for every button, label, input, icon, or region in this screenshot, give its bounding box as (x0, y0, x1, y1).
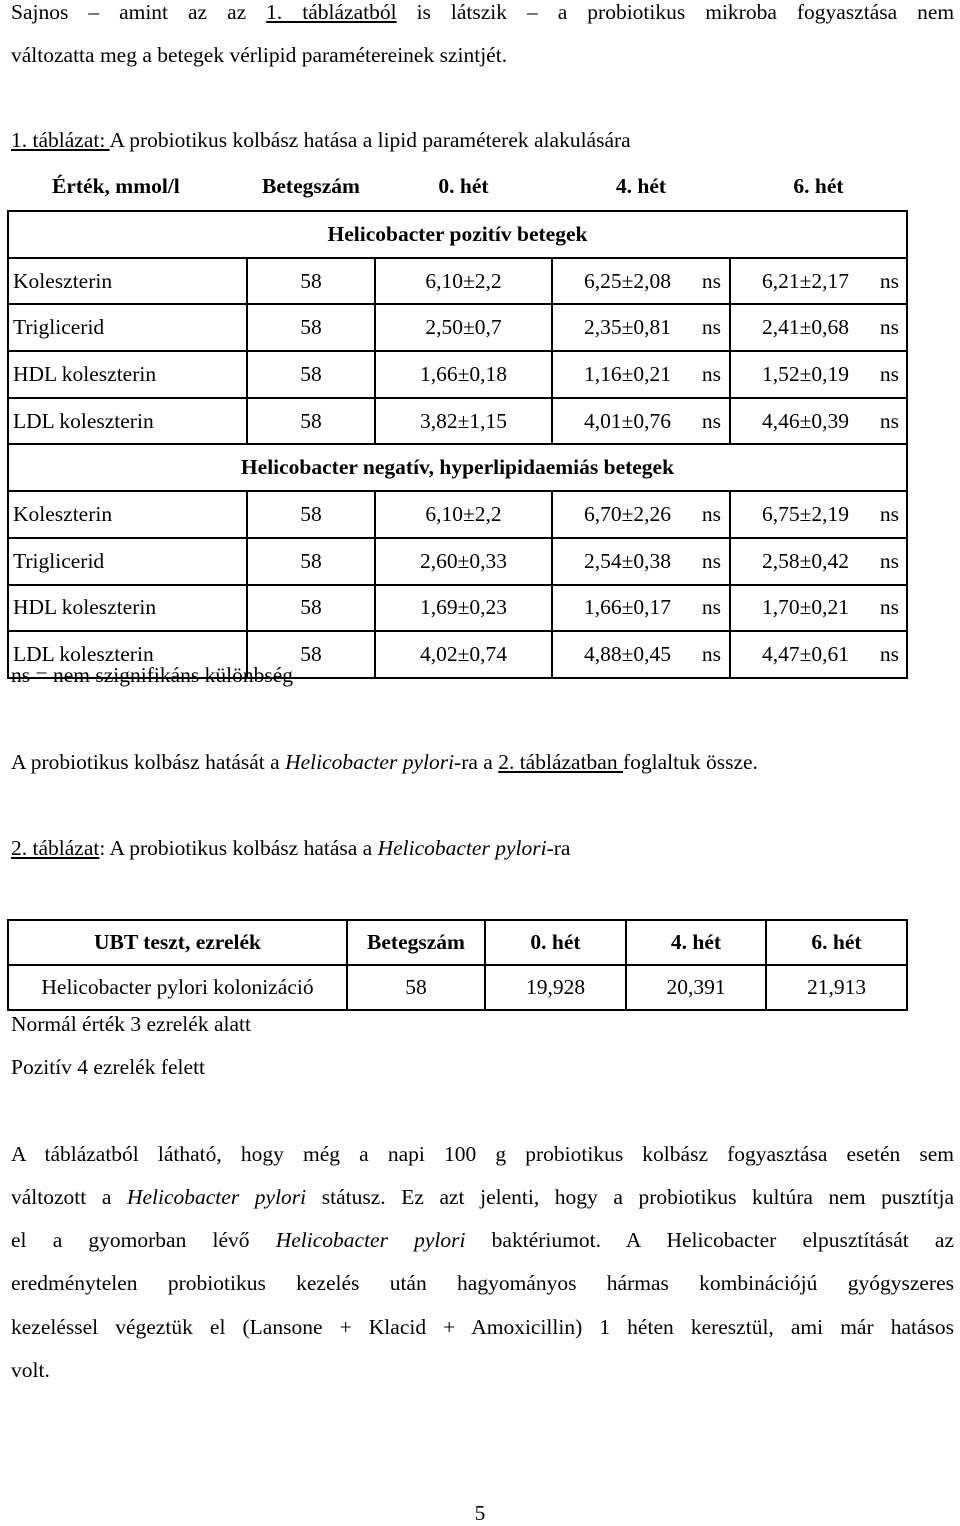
intro-word: a (557, 0, 568, 24)
intro-word: mikroba (705, 0, 777, 24)
intro-word: amint (119, 0, 169, 24)
significance-label: ns (879, 268, 899, 293)
intro-word: az (188, 0, 208, 24)
significance-label: ns (701, 361, 721, 386)
group-header-negative: Helicobacter negatív, hyperlipidaemiás betegek (8, 444, 907, 491)
table2-caption-text: -ra (546, 836, 571, 860)
table-row (8, 351, 907, 398)
week6-value: 1,70±0,21 (761, 595, 849, 620)
week6-value: 2,41±0,68 (761, 315, 849, 340)
table1-footnote: ns = nem szignifikáns különbség (11, 663, 294, 687)
intro-word: is (416, 0, 431, 24)
significance-label: ns (879, 595, 899, 620)
week4-value: 6,70±2,26 (583, 501, 671, 526)
patient-count: 58 (247, 491, 375, 538)
conclusion-line: volt. (11, 1358, 50, 1382)
intro-word: fogyasztása (796, 0, 898, 24)
intro-line-2: változatta meg a betegek vérlipid paramétereinek szintjét. (11, 43, 508, 67)
significance-label: ns (701, 642, 721, 667)
week6-cell (730, 258, 907, 305)
week0-value: 4,02±0,74 (375, 631, 552, 678)
week4-value: 4,01±0,76 (583, 408, 671, 433)
table-row (8, 258, 907, 305)
significance-label: ns (701, 548, 721, 573)
row-label: LDL koleszterin (8, 398, 247, 445)
week4-cell (552, 585, 730, 632)
week0-value: 2,60±0,33 (375, 538, 552, 585)
week6-value: 6,75±2,19 (761, 501, 849, 526)
significance-label: ns (701, 595, 721, 620)
ubt-table-header (8, 920, 907, 965)
week6-value: 21,913 (766, 965, 907, 1010)
ubt-table-body (8, 920, 907, 1010)
week4-cell (552, 491, 730, 538)
table-row (8, 965, 907, 1010)
row-label: HDL koleszterin (8, 351, 247, 398)
conclusion-text: változott a (11, 1185, 127, 1209)
conclusion-text: baktériumot. A Helicobacter elpusztítását az (465, 1228, 954, 1252)
week4-cell (552, 351, 730, 398)
paragraph-2 (11, 750, 954, 775)
ubt-table (7, 919, 908, 1011)
week6-cell (730, 491, 907, 538)
conclusion-line: eredménytelen probiotikus kezelés után hagyományos hármas kombinációjú gyógyszeres (11, 1271, 954, 1295)
table2-caption-text: : A probiotikus kolbász hatása a (99, 836, 378, 860)
table1-caption-ref: 1. táblázat: (11, 128, 110, 152)
column-header: Betegszám (247, 162, 375, 211)
intro-word: látszik (450, 0, 508, 24)
group-header-row (8, 211, 907, 258)
patient-count: 58 (247, 304, 375, 351)
week6-value: 6,21±2,17 (761, 268, 849, 293)
lipid-table (7, 162, 908, 679)
table2-caption-ref: 2. táblázat (11, 836, 100, 860)
para2-text: -ra a (454, 750, 499, 774)
week4-value: 2,54±0,38 (583, 548, 671, 573)
intro-line-1 (11, 0, 954, 25)
column-header: 4. hét (552, 162, 730, 211)
row-label: Triglicerid (8, 304, 247, 351)
week0-value: 6,10±2,2 (375, 258, 552, 305)
column-header: Érték, mmol/l (8, 162, 247, 211)
patient-count: 58 (247, 538, 375, 585)
conclusion-line: A táblázatból látható, hogy még a napi 100 g probiotikus kolbász fogyasztása esetén sem (11, 1142, 954, 1166)
column-header: 0. hét (375, 162, 552, 211)
week4-cell (552, 258, 730, 305)
conclusion-text: el a gyomorban lévő (11, 1228, 276, 1252)
week6-value: 4,47±0,61 (761, 642, 849, 667)
week4-value: 6,25±2,08 (583, 268, 671, 293)
week6-value: 2,58±0,42 (761, 548, 849, 573)
column-header: 4. hét (626, 920, 766, 965)
row-label: Koleszterin (8, 491, 247, 538)
conclusion-line: kezeléssel végeztük el (Lansone + Klacid + Amoxicillin) 1 héten keresztül, ami már hatásos (11, 1315, 954, 1339)
intro-word: probiotikus (587, 0, 686, 24)
table-row (8, 491, 907, 538)
patient-count: 58 (247, 258, 375, 305)
table2-reference-link: 2. táblázatban (498, 750, 623, 774)
lipid-table-header (8, 162, 907, 211)
week4-value: 20,391 (626, 965, 766, 1010)
table2-caption (11, 836, 954, 861)
para2-text: A probiotikus kolbász hatását a (11, 750, 286, 774)
week0-value: 3,82±1,15 (375, 398, 552, 445)
week0-value: 19,928 (485, 965, 626, 1010)
patient-count: 58 (247, 398, 375, 445)
conclusion-line (11, 1185, 954, 1210)
week6-cell (730, 538, 907, 585)
column-header: 0. hét (485, 920, 626, 965)
intro-word: – (527, 0, 538, 24)
intro-word: nem (917, 0, 955, 24)
table-row (8, 585, 907, 632)
significance-label: ns (879, 548, 899, 573)
row-label: Koleszterin (8, 258, 247, 305)
row-label: LDL koleszterin (8, 631, 247, 678)
significance-label: ns (879, 642, 899, 667)
week6-cell (730, 304, 907, 351)
page-number: 5 (474, 1501, 486, 1525)
row-label: Triglicerid (8, 538, 247, 585)
significance-label: ns (701, 268, 721, 293)
week0-value: 1,69±0,23 (375, 585, 552, 632)
group-header-row (8, 444, 907, 491)
significance-label: ns (701, 315, 721, 340)
week4-cell (552, 538, 730, 585)
table2-note-normal: Normál érték 3 ezrelék alatt (11, 1012, 251, 1036)
patient-count: 58 (247, 585, 375, 632)
row-label: Helicobacter pylori kolonizáció (8, 965, 347, 1010)
species-name: Helicobacter pylori (275, 1228, 466, 1252)
table1-caption (11, 128, 954, 153)
significance-label: ns (701, 501, 721, 526)
table2-note-positive: Pozitív 4 ezrelék felett (11, 1055, 206, 1079)
column-header: UBT teszt, ezrelék (8, 920, 347, 965)
species-name: Helicobacter pylori (377, 836, 547, 860)
significance-label: ns (879, 408, 899, 433)
column-header: Betegszám (347, 920, 485, 965)
week4-value: 2,35±0,81 (583, 315, 671, 340)
week4-cell (552, 398, 730, 445)
conclusion-line (11, 1228, 954, 1253)
patient-count: 58 (347, 965, 485, 1010)
row-label: HDL koleszterin (8, 585, 247, 632)
week0-value: 1,66±0,18 (375, 351, 552, 398)
patient-count: 58 (247, 631, 375, 678)
significance-label: ns (701, 408, 721, 433)
para2-text: foglaltuk össze. (622, 750, 758, 774)
table-row (8, 304, 907, 351)
intro-word: az (227, 0, 247, 24)
week6-cell (730, 398, 907, 445)
week4-value: 4,88±0,45 (583, 642, 671, 667)
group-header-positive: Helicobacter pozitív betegek (8, 211, 907, 258)
significance-label: ns (879, 361, 899, 386)
week0-value: 2,50±0,7 (375, 304, 552, 351)
intro-word: – (88, 0, 100, 24)
week6-value: 1,52±0,19 (761, 361, 849, 386)
column-header: 6. hét (766, 920, 907, 965)
week0-value: 6,10±2,2 (375, 491, 552, 538)
species-name: Helicobacter pylori (285, 750, 455, 774)
week6-cell (730, 351, 907, 398)
week6-cell (730, 585, 907, 632)
table1-caption-text: A probiotikus kolbász hatása a lipid paraméterek alakulására (109, 128, 631, 152)
table-row (8, 538, 907, 585)
significance-label: ns (879, 315, 899, 340)
significance-label: ns (879, 501, 899, 526)
intro-word: Sajnos (11, 0, 69, 24)
column-header: 6. hét (730, 162, 907, 211)
week4-value: 1,66±0,17 (583, 595, 671, 620)
table1-reference-link: 1. táblázatból (266, 0, 397, 24)
lipid-table-body (8, 162, 907, 678)
species-name: Helicobacter pylori (126, 1185, 307, 1209)
table-row (8, 398, 907, 445)
week4-cell (552, 304, 730, 351)
week4-value: 1,16±0,21 (583, 361, 671, 386)
patient-count: 58 (247, 351, 375, 398)
conclusion-text: státusz. Ez azt jelenti, hogy a probiotikus kultúra nem pusztítja (306, 1185, 954, 1209)
week6-value: 4,46±0,39 (761, 408, 849, 433)
